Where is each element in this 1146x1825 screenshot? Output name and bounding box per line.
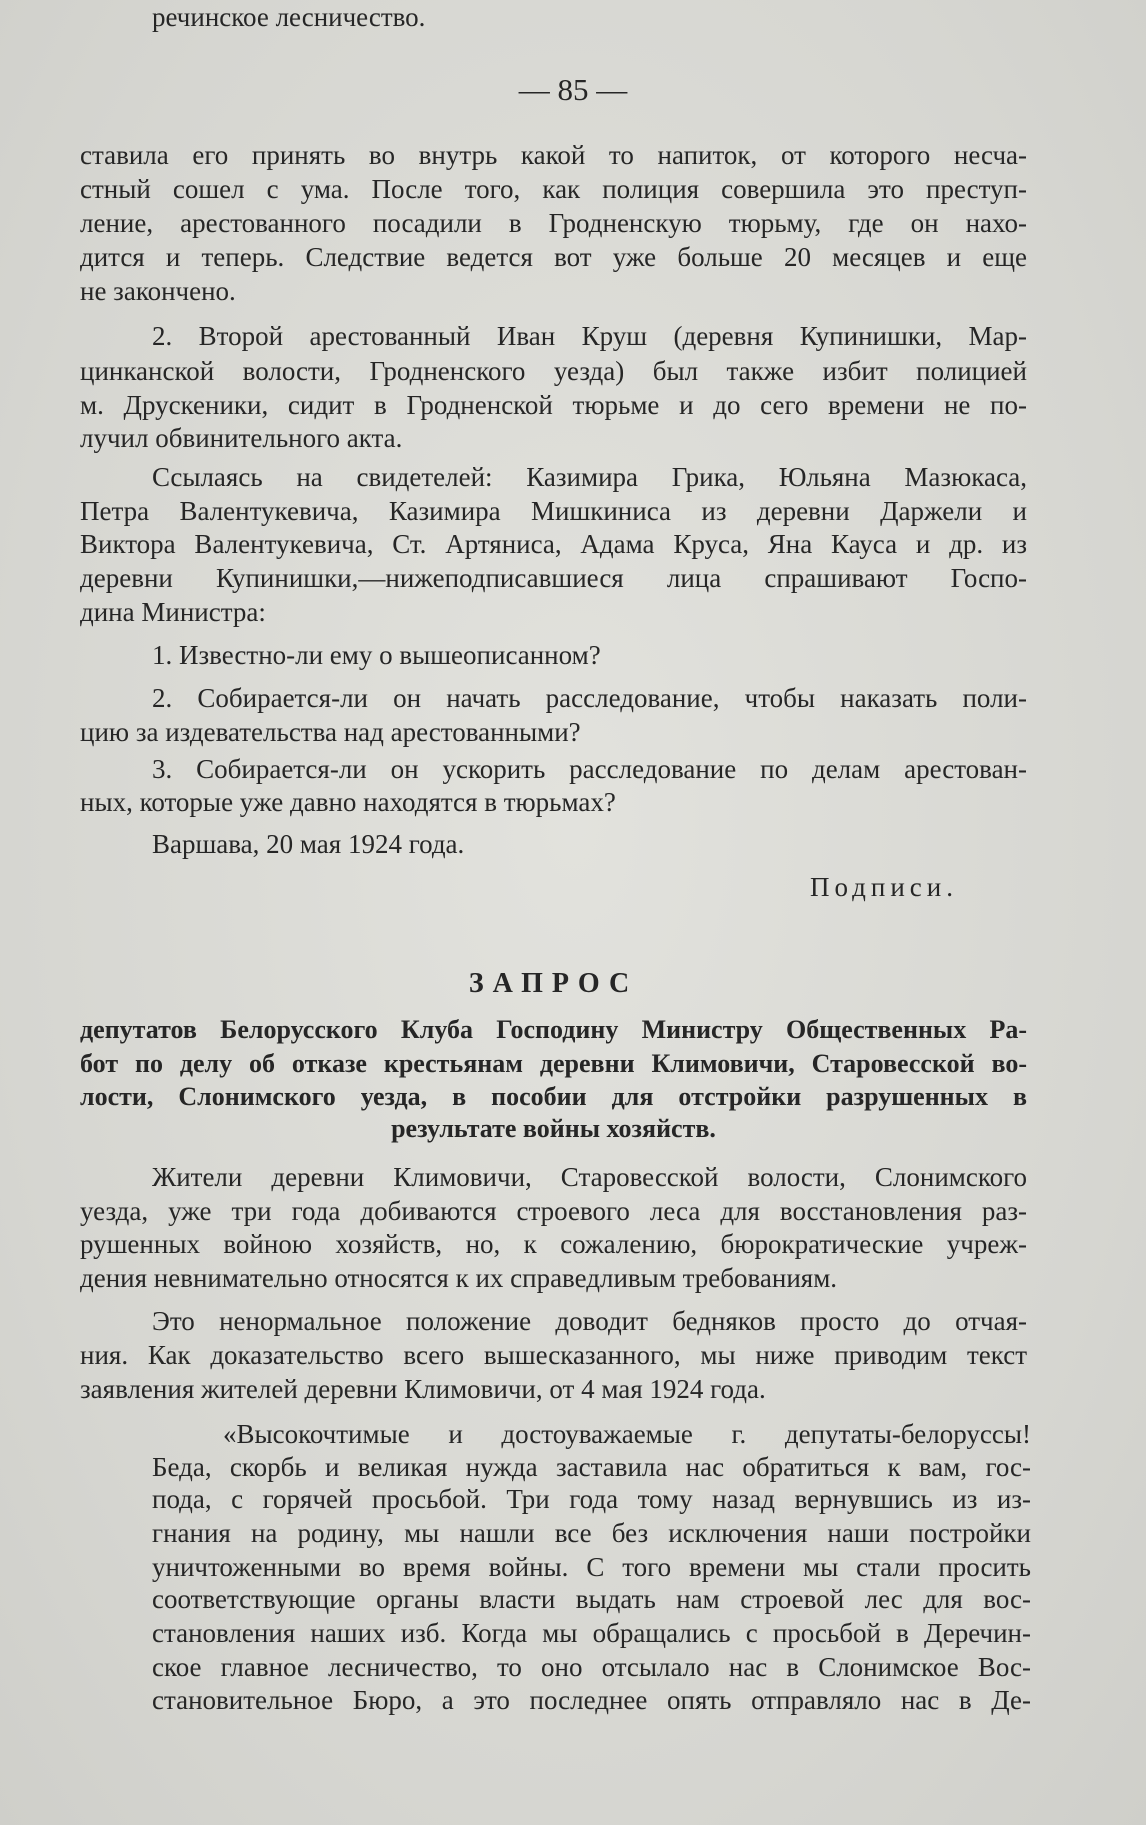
text-line: 2. Собирается-ли он начать расследование, чтобы наказать поли- [152,683,1027,713]
text-line: дения невнимательно относятся к их справедливым требованиям. [80,1263,838,1293]
text-line: 1. Известно-ли ему о вышеописанном? [152,640,601,670]
text-line: лучил обвинительного акта. [80,423,403,453]
text-line: уезда, уже три года добиваются строевого леса для восстановления раз- [80,1196,1027,1226]
text-line: ское главное лесничество, то оно отсылало нас в Слонимское Вос- [152,1652,1031,1682]
text-line: цинканской волости, Гродненского уезда) был также избит полицией [80,356,1027,386]
text-line: 2. Второй арестованный Иван Круш (деревня Купинишки, Мар- [152,321,1027,351]
text-line: м. Друскеники, сидит в Гродненской тюрьме и до сего времени не по- [80,390,1027,420]
text-line: «Высокочтимые и достоуважаемые г. депутаты-белоруссы! [223,1419,1031,1449]
text-line: ных, которые уже давно находятся в тюрьмах? [80,787,616,817]
text-line: пода, с горячей просьбой. Три года тому назад вернувшись из из- [152,1484,1031,1514]
text-line: Петра Валентукевича, Казимира Мишкиниса из деревни Даржели и [80,496,1027,526]
text-line: дина Министра: [80,597,266,627]
text-line: становительное Бюро, а это последнее опять отправляло нас в Де- [152,1685,1031,1715]
text-line: ставила его принять во внутрь какой то напиток, от которого несча- [80,140,1027,170]
text-line: ление, арестованного посадили в Гродненскую тюрьму, где он нахо- [80,208,1027,238]
text-line: 3. Собирается-ли он ускорить расследование по делам арестован- [152,754,1027,784]
text-line: Беда, скорбь и великая нужда заставила нас обратиться к вам, гос- [152,1452,1031,1482]
text-line: стный сошел с ума. После того, как полиция совершила это преступ- [80,174,1027,204]
text-line: результате войны хозяйств. [391,1114,716,1143]
text-line: Это ненормальное положение доводит бедняков просто до отчая- [152,1306,1027,1336]
text-line: дится и теперь. Следствие ведется вот уже больше 20 месяцев и еще [80,242,1027,272]
text-line: Жители деревни Климовичи, Старовесской волости, Слонимского [152,1162,1027,1192]
text-line: рушенных войною хозяйств, но, к сожалению, бюрократические учреж- [80,1229,1027,1259]
text-line: речинское лесничество. [152,2,426,32]
text-line: заявления жителей деревни Климовичи, от 4 мая 1924 года. [80,1374,766,1404]
text-line: становления наших изб. Когда мы обращались с просьбой в Деречин- [152,1618,1031,1648]
text-line: уничтоженными во время войны. С того времени мы стали просить [152,1552,1031,1582]
text-line: цию за издевательства над арестованными? [80,717,581,747]
text-line: Ссылаясь на свидетелей: Казимира Грика, Юльяна Мазюкаса, [152,462,1027,492]
text-line: гнания на родину, мы нашли все без исключения наши постройки [152,1518,1031,1548]
page-number: — 85 — [518,72,628,107]
text-line: лости, Слонимского уезда, в пособии для отстройки разрушенных в [80,1082,1027,1111]
text-line: Подписи. [809,872,958,902]
text-line: Виктора Валентукевича, Ст. Артяниса, Адама Круса, Яна Кауса и др. из [80,529,1027,559]
text-line: бот по делу об отказе крестьянам деревни Климовичи, Старовесской во- [80,1049,1027,1078]
text-line: ния. Как доказательство всего вышесказанного, мы ниже приводим текст [80,1340,1027,1370]
text-line: депутатов Белорусского Клуба Господину Министру Общественных Ра- [80,1015,1027,1044]
text-line: соответствующие органы власти выдать нам строевой лес для вос- [152,1584,1031,1614]
text-line: деревни Купинишки,—нижеподписавшиеся лица спрашивают Госпо- [80,563,1027,593]
text-line: Варшава, 20 мая 1924 года. [152,829,465,859]
text-line: не закончено. [80,276,236,306]
section-title: ЗАПРОС [468,968,639,999]
